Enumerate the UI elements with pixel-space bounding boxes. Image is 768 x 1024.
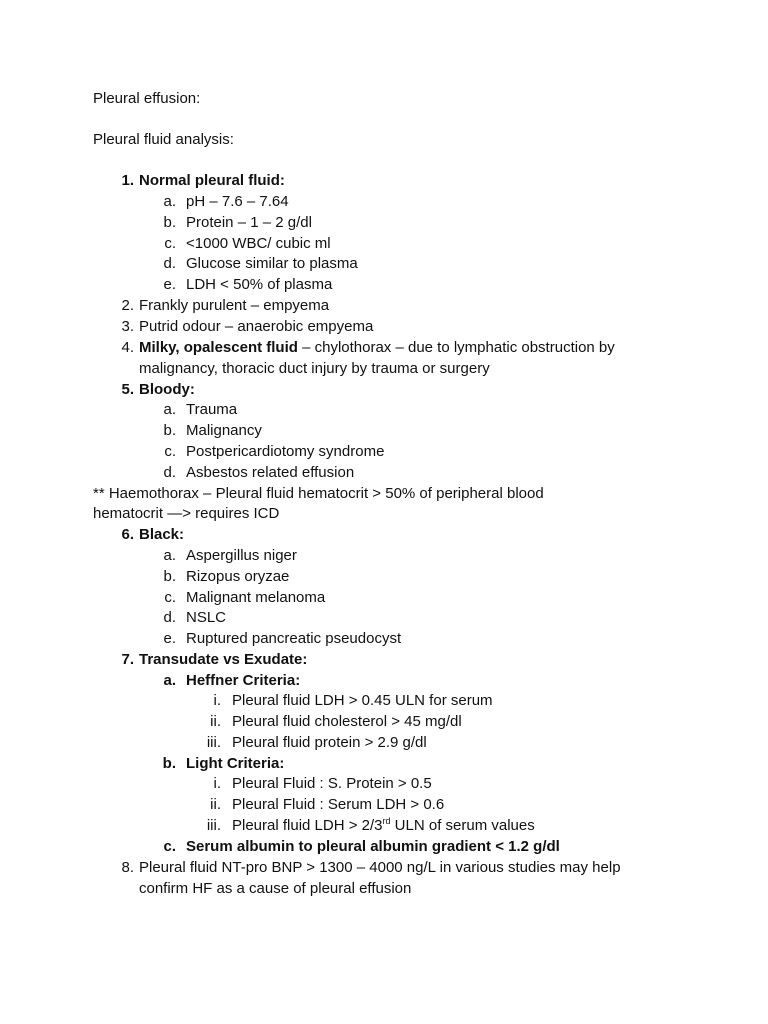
item-1-number: 1. [121, 172, 134, 189]
item-1b-marker: b. [163, 214, 176, 231]
item-1a-marker: a. [163, 193, 176, 210]
item-6d-marker: d. [163, 609, 176, 626]
item-6b-text: Rizopus oryzae [186, 568, 290, 585]
item-2-text: Frankly purulent – empyema [139, 297, 330, 314]
item-4-line2: malignancy, thoracic duct injury by trauma or surgery [139, 360, 490, 377]
item-7b-marker: b. [162, 755, 176, 772]
item-7b-iii-pre: Pleural fluid LDH > 2/3 [232, 817, 383, 834]
item-4-line1 [139, 338, 615, 358]
item-7a-iii-text: Pleural fluid protein > 2.9 g/dl [232, 734, 427, 751]
item-6d-text: NSLC [186, 609, 227, 626]
item-4-number: 4. [121, 339, 134, 356]
item-5d-marker: d. [163, 464, 176, 481]
item-6a-marker: a. [163, 547, 176, 564]
item-8-number: 8. [121, 859, 134, 876]
item-6a-text: Aspergillus niger [186, 547, 297, 564]
item-5b-marker: b. [163, 422, 176, 439]
item-1c-marker: c. [164, 235, 176, 252]
item-1-label: Normal pleural fluid: [139, 172, 285, 189]
item-1d-text: Glucose similar to plasma [186, 255, 358, 272]
item-8-line1: Pleural fluid NT-pro BNP > 1300 – 4000 ng/L in various studies may help [139, 859, 621, 876]
item-5d-text: Asbestos related effusion [186, 464, 355, 481]
item-1e-text: LDH < 50% of plasma [186, 276, 333, 293]
item-7a-ii-marker: ii. [210, 713, 221, 730]
item-5-label: Bloody: [139, 381, 195, 398]
item-1a-text: pH – 7.6 – 7.64 [186, 193, 289, 210]
item-4-bold: Milky, opalescent fluid [139, 339, 298, 356]
item-7-number: 7. [121, 651, 134, 668]
note-line-1: ** Haemothorax – Pleural fluid hematocrit > 50% of peripheral blood [93, 485, 544, 502]
item-7b-label: Light Criteria: [186, 755, 285, 772]
item-1c-text: <1000 WBC/ cubic ml [186, 235, 331, 252]
item-7b-ii-marker: ii. [210, 796, 221, 813]
item-6-number: 6. [121, 526, 134, 543]
item-7b-i-marker: i. [213, 775, 221, 792]
item-1e-marker: e. [163, 276, 176, 293]
item-5a-text: Trauma [186, 401, 238, 418]
item-7c-marker: c. [163, 838, 176, 855]
item-7b-ii-text: Pleural Fluid : Serum LDH > 0.6 [232, 796, 445, 813]
item-7b-iii-marker: iii. [206, 817, 221, 834]
item-5c-text: Postpericardiotomy syndrome [186, 443, 385, 460]
item-7a-iii-marker: iii. [206, 734, 221, 751]
note-line-2: hematocrit —> requires ICD [93, 505, 280, 522]
item-2-number: 2. [121, 297, 134, 314]
item-6-label: Black: [139, 526, 185, 543]
item-7c-label: Serum albumin to pleural albumin gradient < 1.2 g/dl [186, 838, 560, 855]
item-8-line2: confirm HF as a cause of pleural effusion [139, 880, 412, 897]
item-5a-marker: a. [163, 401, 176, 418]
item-3-number: 3. [121, 318, 134, 335]
doc-title: Pleural effusion: [93, 90, 201, 107]
item-4-rest: – chylothorax – due to lymphatic obstruction by [297, 339, 615, 356]
item-5-number: 5. [121, 381, 134, 398]
item-7a-i-text: Pleural fluid LDH > 0.45 ULN for serum [232, 692, 493, 709]
item-1b-text: Protein – 1 – 2 g/dl [186, 214, 312, 231]
item-7b-iii-sup: rd [382, 816, 391, 826]
item-7a-ii-text: Pleural fluid cholesterol > 45 mg/dl [232, 713, 462, 730]
item-7a-marker: a. [163, 672, 176, 689]
item-6c-marker: c. [164, 589, 176, 606]
item-7b-i-text: Pleural Fluid : S. Protein > 0.5 [232, 775, 432, 792]
doc-subtitle: Pleural fluid analysis: [93, 131, 234, 148]
item-1d-marker: d. [163, 255, 176, 272]
item-6c-text: Malignant melanoma [186, 589, 326, 606]
item-5b-text: Malignancy [186, 422, 262, 439]
item-6e-text: Ruptured pancreatic pseudocyst [186, 630, 402, 647]
item-3-text: Putrid odour – anaerobic empyema [139, 318, 374, 335]
item-6b-marker: b. [163, 568, 176, 585]
item-7-label: Transudate vs Exudate: [139, 651, 308, 668]
item-7b-iii-text [232, 816, 535, 836]
item-7b-iii-post: ULN of serum values [390, 817, 535, 834]
item-6e-marker: e. [163, 630, 176, 647]
item-5c-marker: c. [164, 443, 176, 460]
item-7a-i-marker: i. [213, 692, 221, 709]
item-7a-label: Heffner Criteria: [186, 672, 301, 689]
